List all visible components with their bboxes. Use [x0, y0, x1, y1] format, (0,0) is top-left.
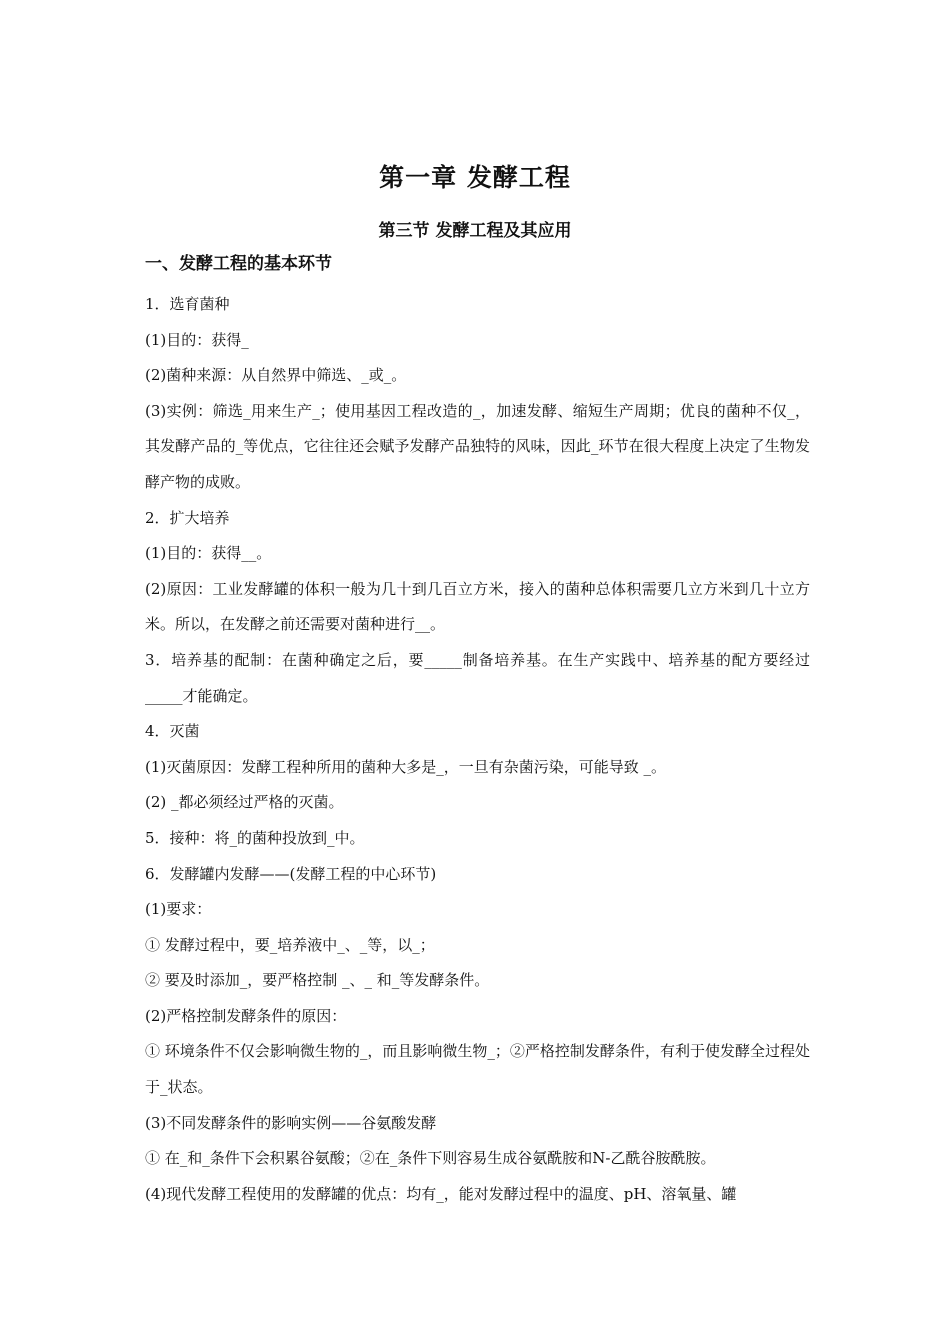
section-title: 第三节 发酵工程及其应用: [378, 221, 572, 241]
item-3-medium: 3．培养基的配制：在菌种确定之后，要_____制备培养基。在生产实践中、培养基的配方要经过_____才能确定。: [145, 650, 810, 705]
item-6-modern-tank: (4)现代发酵工程使用的发酵罐的优点：均有_，能对发酵过程中的温度、pH、溶氧量、罐: [145, 1184, 737, 1203]
item-6-req-1: ① 发酵过程中，要_培养液中_、_等，以_；: [145, 935, 435, 954]
item-1-strain-source: (2)菌种来源：从自然界中筛选、_或_。: [145, 366, 407, 385]
document-body: [145, 251, 810, 1212]
item-6-requirements: (1)要求：: [145, 900, 212, 919]
item-4-reason: (1)灭菌原因：发酵工程种所用的菌种大多是_，一旦有杂菌污染，可能导致 _。: [145, 757, 667, 776]
item-5-inoculate: 5．接种：将_的菌种投放到_中。: [145, 828, 365, 847]
item-6-control-reason: (2)严格控制发酵条件的原因：: [145, 1006, 347, 1025]
item-2-reason: (2)原因：工业发酵罐的体积一般为几十到几百立方米，接入的菌种总体积需要几立方米到几十立方米。所以，在发酵之前还需要对菌种进行__。: [145, 579, 810, 634]
item-4-sterilize: 4．灭菌: [145, 722, 200, 741]
item-6-fermentation: 6．发酵罐内发酵——(发酵工程的中心环节): [145, 864, 437, 883]
item-6-control-detail: ① 环境条件不仅会影响微生物的_，而且影响微生物_；②严格控制发酵条件，有利于使发酵全过程处于_状态。: [145, 1042, 810, 1097]
item-2-purpose: (1)目的：获得__。: [145, 544, 272, 563]
part-heading: 一、发酵工程的基本环节: [145, 254, 332, 274]
item-2-expand-culture: 2．扩大培养: [145, 508, 230, 527]
item-1-select-strain: 1．选育菌种: [145, 295, 230, 313]
item-6-example: (3)不同发酵条件的影响实例——谷氨酸发酵: [145, 1113, 437, 1132]
item-1-purpose: (1)目的：获得_: [145, 330, 249, 349]
item-6-example-detail: ① 在_和_条件下会积累谷氨酸；②在_条件下则容易生成谷氨酰胺和N-乙酰谷胺酰胺。: [145, 1149, 716, 1168]
chapter-title: 第一章 发酵工程: [379, 163, 571, 192]
item-6-req-2: ② 要及时添加_，要严格控制 _、_ 和_等发酵条件。: [145, 971, 490, 990]
item-1-example: (3)实例：筛选_用来生产_；使用基因工程改造的_，加速发酵、缩短生产周期；优良的菌种不仅_，其发酵产品的_等优点，它往往还会赋予发酵产品独特的风味，因此_环节在很大程度上决定了生物发酵产物的成败。: [145, 401, 810, 491]
item-4-scope: (2) _都必须经过严格的灭菌。: [145, 793, 344, 812]
